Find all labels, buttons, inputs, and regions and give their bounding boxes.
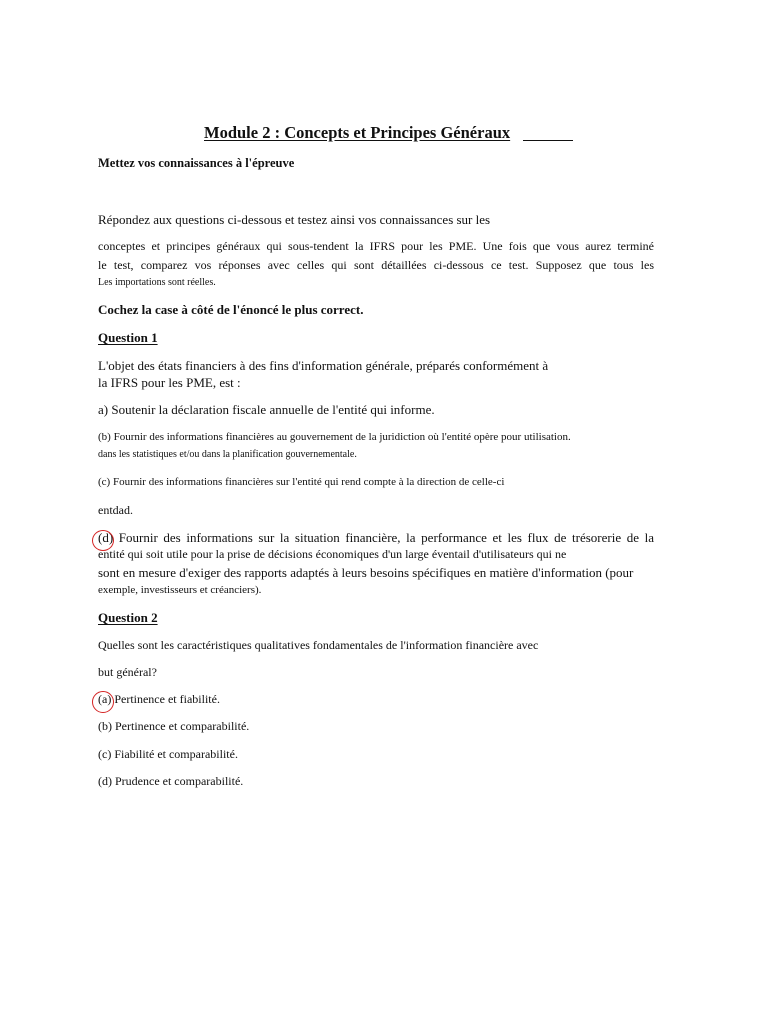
question-1-option-d-line-2: entité qui soit utile pour la prise de décisions économiques d'un large éventail d'utilisateurs qui ne — [98, 547, 567, 561]
question-2-option-b: (b) Pertinence et comparabilité. — [98, 719, 250, 733]
question-1-option-d-line-3: sont en mesure d'exiger des rapports adaptés à leurs besoins spécifiques en matière d'information (pour — [98, 565, 634, 580]
intro-line-3: le test, comparez vos réponses avec celles qui sont détaillées ci-dessous ce test. Supposez que tous les — [98, 258, 654, 272]
question-1-option-b-line-1: (b) Fournir des informations financières au gouvernement de la juridiction où l'entité opère pour utilisation. — [98, 431, 571, 443]
title-underline-extension — [523, 140, 573, 141]
intro-line-2: conceptes et principes généraux qui sous-tendent la IFRS pour les PME. Une fois que vous aurez terminé — [98, 239, 654, 253]
selected-answer-circle-q2 — [92, 691, 114, 713]
instruction: Cochez la case à côté de l'énoncé le plus correct. — [98, 302, 364, 317]
question-1-option-c-line-1: (c) Fournir des informations financières sur l'entité qui rend compte à la direction de celle-ci — [98, 476, 505, 488]
question-2-stem-line-1: Quelles sont les caractéristiques qualitatives fondamentales de l'information financière avec — [98, 638, 539, 652]
question-2-option-c: (c) Fiabilité et comparabilité. — [98, 747, 238, 761]
question-1-option-b-line-2: dans les statistiques et/ou dans la planification gouvernementale. — [98, 449, 357, 460]
question-1-stem-line-2: la IFRS pour les PME, est : — [98, 375, 241, 390]
question-1-heading: Question 1 — [98, 330, 158, 345]
question-1-option-a: a) Soutenir la déclaration fiscale annuelle de l'entité qui informe. — [98, 402, 435, 417]
question-2-option-a: (a) Pertinence et fiabilité. — [98, 692, 220, 706]
question-1-option-d-line-1: (d) Fournir des informations sur la situation financière, la performance et les flux de trésorerie de la — [98, 530, 654, 545]
question-1-stem-line-1: L'objet des états financiers à des fins d'information générale, préparés conformément à — [98, 358, 549, 373]
question-2-option-d: (d) Prudence et comparabilité. — [98, 774, 244, 788]
intro-line-4: Les importations sont réelles. — [98, 277, 216, 288]
selected-answer-circle-q1 — [92, 530, 114, 551]
question-2-heading: Question 2 — [98, 610, 158, 625]
intro-line-1: Répondez aux questions ci-dessous et testez ainsi vos connaissances sur les — [98, 212, 491, 227]
question-1-option-d-line-4: exemple, investisseurs et créanciers). — [98, 584, 262, 596]
question-1-option-c-line-2: entdad. — [98, 503, 133, 517]
subtitle: Mettez vos connaissances à l'épreuve — [98, 156, 295, 170]
page-title: Module 2 : Concepts et Principes Généraux — [204, 123, 511, 142]
question-2-stem-line-2: but général? — [98, 665, 157, 679]
